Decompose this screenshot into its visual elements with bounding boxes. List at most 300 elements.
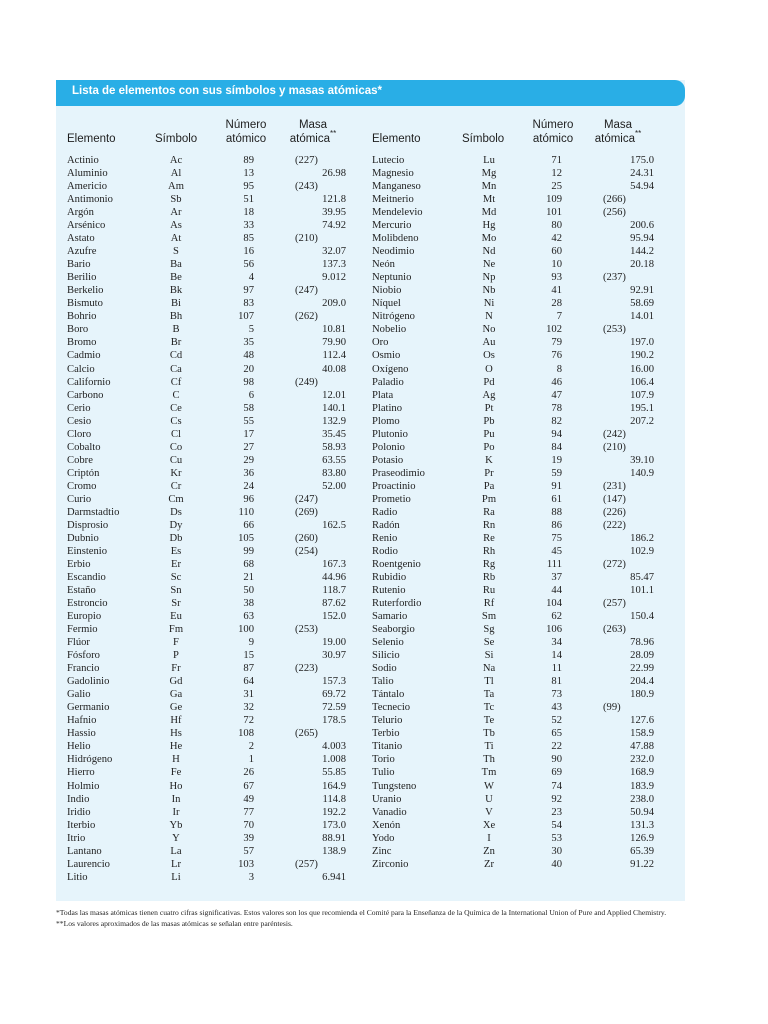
table-row bbox=[67, 232, 367, 245]
table-row bbox=[67, 167, 367, 180]
element-name: Hierro bbox=[67, 767, 95, 779]
atomic-number: 10 bbox=[551, 259, 562, 271]
table-row bbox=[372, 258, 672, 271]
atomic-mass: (247) bbox=[295, 493, 318, 505]
table-row bbox=[67, 415, 367, 428]
element-symbol: Rb bbox=[482, 572, 496, 583]
table-row bbox=[372, 154, 672, 167]
element-symbol: Tl bbox=[484, 676, 494, 688]
atomic-mass: 126.9 bbox=[630, 832, 654, 844]
element-symbol: As bbox=[170, 220, 182, 232]
element-name: Radón bbox=[372, 519, 400, 531]
element-name: Boro bbox=[67, 324, 89, 336]
atomic-mass: (269) bbox=[295, 506, 318, 518]
atomic-number: 103 bbox=[238, 858, 254, 870]
atomic-mass: 69.72 bbox=[322, 689, 346, 701]
element-symbol: Zr bbox=[484, 858, 494, 870]
element-name: Silicio bbox=[372, 650, 400, 662]
footnote-2: **Los valores aproximados de las masas atómicas se señalan entre paréntesis. bbox=[56, 918, 293, 928]
table-row bbox=[67, 740, 367, 753]
element-symbol: Ra bbox=[483, 506, 495, 518]
table-row bbox=[372, 688, 672, 701]
atomic-number: 101 bbox=[546, 207, 562, 219]
element-symbol: No bbox=[482, 324, 496, 336]
atomic-mass: 162.5 bbox=[322, 519, 346, 531]
table-row bbox=[67, 297, 367, 310]
table-row bbox=[67, 806, 367, 819]
atomic-mass: (253) bbox=[603, 324, 626, 336]
atomic-mass: 157.3 bbox=[322, 676, 346, 688]
atomic-mass: 183.9 bbox=[630, 780, 654, 792]
atomic-number: 63 bbox=[243, 611, 254, 623]
element-symbol: O bbox=[485, 363, 493, 375]
atomic-number: 64 bbox=[243, 676, 254, 688]
table-row bbox=[372, 167, 672, 180]
element-symbol: Db bbox=[169, 532, 183, 544]
element-name: Cadmio bbox=[67, 350, 101, 362]
atomic-mass: 137.3 bbox=[322, 259, 346, 271]
atomic-number: 107 bbox=[238, 311, 254, 323]
element-symbol: Ba bbox=[170, 259, 182, 271]
element-symbol: Sc bbox=[170, 572, 182, 583]
table-row bbox=[67, 336, 367, 349]
atomic-mass: 10.81 bbox=[322, 324, 346, 336]
atomic-number: 39 bbox=[243, 832, 254, 844]
atomic-number: 54 bbox=[551, 819, 562, 831]
element-symbol: Ir bbox=[172, 806, 180, 818]
element-name: Cloro bbox=[67, 428, 92, 440]
atomic-mass: 92.91 bbox=[630, 285, 654, 297]
atomic-number: 99 bbox=[243, 545, 254, 557]
atomic-mass: 9.012 bbox=[322, 272, 346, 284]
table-row bbox=[372, 545, 672, 558]
element-symbol: Br bbox=[170, 337, 182, 349]
header-masa-right bbox=[585, 118, 651, 146]
element-symbol: Dy bbox=[169, 519, 183, 531]
element-name: Indio bbox=[67, 793, 90, 805]
atomic-mass: (262) bbox=[295, 311, 318, 323]
element-name: Iterbio bbox=[67, 819, 96, 831]
element-symbol: Rn bbox=[482, 519, 496, 531]
atomic-mass: (147) bbox=[603, 493, 626, 505]
atomic-mass: (253) bbox=[295, 624, 318, 636]
element-name: Cromo bbox=[67, 480, 97, 492]
atomic-mass: 121.8 bbox=[322, 194, 346, 206]
footnote-1: *Todas las masas atómicas tienen cuatro cifras significativas. Estos valores son los que recomienda el Comité para la Enseñanza de la Química de la International Union of Pure and Applied Chemistry. bbox=[56, 908, 667, 917]
atomic-number: 95 bbox=[243, 181, 254, 193]
atomic-mass: 83.80 bbox=[322, 467, 346, 479]
element-symbol: Pb bbox=[483, 415, 495, 427]
element-symbol: Rg bbox=[482, 558, 496, 570]
element-symbol: Ge bbox=[169, 702, 183, 714]
table-row bbox=[372, 584, 672, 597]
atomic-mass: 95.94 bbox=[630, 233, 654, 245]
table-row bbox=[67, 389, 367, 402]
table-row bbox=[372, 206, 672, 219]
table-row bbox=[372, 858, 672, 871]
element-name: Ruterfordio bbox=[372, 598, 422, 610]
atomic-mass: 204.4 bbox=[630, 676, 654, 688]
element-name: Gadolinio bbox=[67, 676, 110, 688]
element-name: Helio bbox=[67, 741, 91, 753]
element-name: Flúor bbox=[67, 637, 90, 649]
element-symbol: Y bbox=[172, 832, 180, 844]
atomic-number: 106 bbox=[546, 624, 562, 636]
element-name: Paladio bbox=[372, 376, 404, 388]
atomic-number: 91 bbox=[551, 480, 562, 492]
atomic-number: 96 bbox=[243, 493, 254, 505]
atomic-number: 69 bbox=[551, 767, 562, 779]
element-name: Potasio bbox=[372, 454, 404, 466]
element-name: Magnesio bbox=[372, 168, 414, 180]
atomic-number: 11 bbox=[551, 663, 562, 675]
table-row bbox=[67, 597, 367, 610]
table-row bbox=[372, 571, 672, 584]
element-symbol: Fm bbox=[168, 624, 184, 636]
header-numero-line1: Número bbox=[532, 119, 574, 131]
header-masa-line2 bbox=[585, 129, 651, 146]
element-name: Renio bbox=[372, 532, 398, 544]
table-row bbox=[372, 323, 672, 336]
atomic-mass: (223) bbox=[295, 663, 318, 675]
table-row bbox=[67, 688, 367, 701]
element-name: Dubnio bbox=[67, 532, 99, 544]
table-row bbox=[67, 284, 367, 297]
atomic-mass: (99) bbox=[603, 702, 621, 714]
atomic-number: 68 bbox=[243, 558, 254, 570]
table-row bbox=[67, 793, 367, 806]
atomic-number: 15 bbox=[243, 650, 254, 662]
table-row bbox=[67, 376, 367, 389]
atomic-number: 104 bbox=[546, 598, 562, 610]
atomic-number: 44 bbox=[551, 585, 562, 597]
table-row bbox=[67, 154, 367, 167]
table-row bbox=[67, 649, 367, 662]
atomic-mass: 20.18 bbox=[630, 259, 654, 271]
element-symbol: Cd bbox=[169, 350, 183, 362]
element-symbol: Mg bbox=[481, 168, 497, 180]
element-name: Bohrio bbox=[67, 311, 97, 323]
table-row bbox=[67, 454, 367, 467]
atomic-mass: 65.39 bbox=[630, 845, 654, 857]
element-symbol: I bbox=[487, 832, 491, 844]
element-symbol: Mn bbox=[481, 181, 497, 193]
element-symbol: Ta bbox=[483, 689, 495, 701]
element-name: Lutecio bbox=[372, 155, 405, 166]
atomic-mass: 55.85 bbox=[322, 767, 346, 779]
element-symbol: Ce bbox=[170, 402, 182, 414]
element-name: Cobalto bbox=[67, 441, 101, 453]
atomic-number: 13 bbox=[243, 168, 254, 180]
table-row bbox=[372, 832, 672, 845]
element-name: Holmio bbox=[67, 780, 100, 792]
element-name: Aluminio bbox=[67, 168, 108, 180]
atomic-mass: 207.2 bbox=[630, 415, 654, 427]
atomic-mass: (260) bbox=[295, 532, 318, 544]
element-name: Torio bbox=[372, 754, 395, 766]
table-row bbox=[67, 871, 367, 884]
table-row bbox=[372, 506, 672, 519]
element-symbol: Ga bbox=[169, 689, 183, 701]
element-symbol: Fr bbox=[171, 663, 181, 675]
atomic-number: 1 bbox=[248, 754, 254, 766]
atomic-mass: (237) bbox=[603, 272, 626, 284]
element-name: Polonio bbox=[372, 441, 405, 453]
element-symbol: U bbox=[485, 793, 493, 805]
element-symbol: Hg bbox=[482, 220, 496, 232]
table-row bbox=[372, 519, 672, 532]
element-symbol: Bi bbox=[170, 298, 181, 310]
atomic-number: 12 bbox=[551, 168, 562, 180]
element-name: Hidrógeno bbox=[67, 754, 113, 766]
table-row bbox=[372, 780, 672, 793]
atomic-mass: 131.3 bbox=[630, 819, 654, 831]
atomic-mass: (210) bbox=[295, 233, 318, 245]
atomic-number: 82 bbox=[551, 415, 562, 427]
element-symbol: Mt bbox=[482, 194, 496, 206]
atomic-mass: (231) bbox=[603, 480, 626, 492]
atomic-mass: (265) bbox=[295, 728, 318, 740]
table-row bbox=[67, 662, 367, 675]
atomic-number: 19 bbox=[551, 454, 562, 466]
element-symbol: W bbox=[484, 780, 494, 792]
atomic-number: 89 bbox=[243, 155, 254, 166]
element-name: Molibdeno bbox=[372, 233, 419, 245]
element-symbol: Cs bbox=[170, 415, 182, 427]
table-row bbox=[67, 245, 367, 258]
element-symbol: Pr bbox=[484, 467, 494, 479]
element-symbol: Bh bbox=[169, 311, 183, 323]
header-masa-line1: Masa bbox=[603, 119, 633, 131]
element-symbol: Ne bbox=[482, 259, 496, 271]
element-name: Estaño bbox=[67, 585, 96, 597]
element-symbol: Pd bbox=[483, 376, 495, 388]
element-name: Sodio bbox=[372, 663, 397, 675]
atomic-mass: (263) bbox=[603, 624, 626, 636]
atomic-number: 4 bbox=[248, 272, 254, 284]
table-row bbox=[67, 675, 367, 688]
atomic-number: 86 bbox=[551, 519, 562, 531]
element-name: Estroncio bbox=[67, 598, 108, 610]
element-name: Berkelio bbox=[67, 285, 104, 297]
element-name: Europio bbox=[67, 611, 102, 623]
element-name: Seaborgio bbox=[372, 624, 415, 636]
element-symbol: Te bbox=[483, 715, 495, 727]
header-simbolo-right: Símbolo bbox=[462, 133, 505, 145]
element-symbol: Tb bbox=[483, 728, 495, 740]
atomic-mass: 28.09 bbox=[630, 650, 654, 662]
element-symbol: Bk bbox=[169, 285, 183, 297]
element-symbol: Se bbox=[483, 637, 495, 649]
atomic-mass: 39.10 bbox=[630, 454, 654, 466]
atomic-mass: (247) bbox=[295, 285, 318, 297]
table-row bbox=[67, 610, 367, 623]
element-name: Astato bbox=[67, 233, 95, 245]
element-name: Rutenio bbox=[372, 585, 406, 597]
atomic-number: 42 bbox=[551, 233, 562, 245]
atomic-number: 77 bbox=[243, 806, 254, 818]
element-symbol: At bbox=[170, 233, 182, 245]
page-title: Lista de elementos con sus símbolos y masas atómicas* bbox=[72, 85, 382, 97]
element-name: Talio bbox=[372, 676, 394, 688]
table-row bbox=[372, 623, 672, 636]
element-symbol: Sg bbox=[483, 624, 495, 636]
element-name: Itrio bbox=[67, 832, 86, 844]
atomic-mass: 52.00 bbox=[322, 480, 346, 492]
element-symbol: Hs bbox=[170, 728, 182, 740]
element-name: Hassio bbox=[67, 728, 96, 740]
element-name: Prometio bbox=[372, 493, 411, 505]
atomic-number: 84 bbox=[551, 441, 562, 453]
element-symbol: Np bbox=[482, 272, 496, 284]
element-symbol: Ni bbox=[483, 298, 495, 310]
element-name: Osmio bbox=[372, 350, 401, 362]
element-symbol: Nd bbox=[482, 246, 496, 258]
element-symbol: Fe bbox=[170, 767, 182, 779]
atomic-mass: 107.9 bbox=[630, 389, 654, 401]
element-symbol: K bbox=[485, 454, 493, 466]
atomic-mass: 209.0 bbox=[322, 298, 346, 310]
element-name: Azufre bbox=[67, 246, 97, 258]
table-row bbox=[67, 349, 367, 362]
element-name: Germanio bbox=[67, 702, 110, 714]
element-name: Titanio bbox=[372, 741, 403, 753]
table-row bbox=[67, 258, 367, 271]
element-name: Laurencio bbox=[67, 858, 110, 870]
table-row bbox=[67, 636, 367, 649]
element-symbol: H bbox=[172, 754, 180, 766]
atomic-number: 31 bbox=[243, 689, 254, 701]
atomic-number: 18 bbox=[243, 207, 254, 219]
atomic-number: 75 bbox=[551, 532, 562, 544]
table-row bbox=[372, 310, 672, 323]
table-row bbox=[372, 454, 672, 467]
atomic-number: 81 bbox=[551, 676, 562, 688]
header-masa-left bbox=[280, 118, 346, 146]
atomic-number: 76 bbox=[551, 350, 562, 362]
element-symbol: Cu bbox=[169, 454, 183, 466]
element-name: Meitnerio bbox=[372, 194, 414, 206]
table-row bbox=[67, 441, 367, 454]
atomic-mass: 175.0 bbox=[630, 155, 654, 166]
atomic-mass: 88.91 bbox=[322, 832, 346, 844]
table-row bbox=[372, 428, 672, 441]
element-symbol: Pa bbox=[483, 480, 495, 492]
table-row bbox=[372, 193, 672, 206]
table-row bbox=[372, 467, 672, 480]
element-name: Plomo bbox=[372, 415, 400, 427]
atomic-mass: 190.2 bbox=[630, 350, 654, 362]
element-list-left bbox=[67, 154, 367, 884]
element-symbol: Am bbox=[168, 181, 184, 193]
element-name: Erbio bbox=[67, 558, 91, 570]
element-name: Arsénico bbox=[67, 220, 106, 232]
atomic-number: 57 bbox=[243, 845, 254, 857]
element-symbol: Li bbox=[171, 871, 181, 883]
element-symbol: Sr bbox=[171, 598, 181, 610]
atomic-number: 58 bbox=[243, 402, 254, 414]
element-symbol: Al bbox=[170, 168, 182, 180]
atomic-mass: 106.4 bbox=[630, 376, 654, 388]
table-row bbox=[372, 806, 672, 819]
atomic-mass: (227) bbox=[295, 155, 318, 166]
table-row bbox=[372, 389, 672, 402]
element-list-right bbox=[372, 154, 672, 871]
atomic-mass: (243) bbox=[295, 181, 318, 193]
atomic-mass: 140.1 bbox=[322, 402, 346, 414]
atomic-number: 35 bbox=[243, 337, 254, 349]
atomic-number: 5 bbox=[248, 324, 254, 336]
atomic-mass: 112.4 bbox=[322, 350, 346, 362]
header-masa-line1: Masa bbox=[298, 119, 328, 131]
atomic-number: 47 bbox=[551, 389, 562, 401]
element-name: Yodo bbox=[372, 832, 395, 844]
atomic-number: 73 bbox=[551, 689, 562, 701]
atomic-mass: 132.9 bbox=[322, 415, 346, 427]
atomic-mass: (256) bbox=[603, 207, 626, 219]
element-name: Vanadio bbox=[372, 806, 407, 818]
element-name: Rubidio bbox=[372, 572, 407, 583]
atomic-mass: 168.9 bbox=[630, 767, 654, 779]
atomic-mass: (254) bbox=[295, 545, 318, 557]
atomic-number: 93 bbox=[551, 272, 562, 284]
element-name: Oxígeno bbox=[372, 363, 409, 375]
element-name: Tecnecio bbox=[372, 702, 411, 714]
atomic-number: 65 bbox=[551, 728, 562, 740]
atomic-number: 60 bbox=[551, 246, 562, 258]
element-name: Zinc bbox=[372, 845, 392, 857]
element-symbol: Ru bbox=[482, 585, 496, 597]
atomic-number: 102 bbox=[546, 324, 562, 336]
atomic-mass: 178.5 bbox=[322, 715, 346, 727]
atomic-mass: 164.9 bbox=[322, 780, 346, 792]
element-name: Fermio bbox=[67, 624, 98, 636]
element-symbol: Cm bbox=[168, 493, 184, 505]
atomic-number: 25 bbox=[551, 181, 562, 193]
element-symbol: Xe bbox=[482, 819, 496, 831]
element-name: Cobre bbox=[67, 454, 93, 466]
element-name: Telurio bbox=[372, 715, 403, 727]
element-symbol: Hf bbox=[170, 715, 182, 727]
atomic-number: 2 bbox=[248, 741, 254, 753]
atomic-number: 22 bbox=[551, 741, 562, 753]
atomic-number: 111 bbox=[546, 558, 562, 570]
atomic-mass: 4.003 bbox=[322, 741, 346, 753]
element-name: Galio bbox=[67, 689, 91, 701]
element-symbol: Tc bbox=[483, 702, 495, 714]
table-row bbox=[67, 271, 367, 284]
element-symbol: Ar bbox=[170, 207, 182, 219]
element-symbol: Cl bbox=[170, 428, 181, 440]
atomic-mass: 167.3 bbox=[322, 558, 346, 570]
atomic-number: 32 bbox=[243, 702, 254, 714]
atomic-number: 41 bbox=[551, 285, 562, 297]
atomic-number: 90 bbox=[551, 754, 562, 766]
table-row bbox=[372, 232, 672, 245]
atomic-number: 71 bbox=[551, 155, 562, 166]
atomic-mass: 72.59 bbox=[322, 702, 346, 714]
atomic-number: 62 bbox=[551, 611, 562, 623]
atomic-number: 53 bbox=[551, 832, 562, 844]
element-name: Uranio bbox=[372, 793, 402, 805]
atomic-number: 98 bbox=[243, 376, 254, 388]
atomic-mass: 35.45 bbox=[322, 428, 346, 440]
atomic-mass: 22.99 bbox=[630, 663, 654, 675]
atomic-number: 9 bbox=[248, 637, 254, 649]
element-symbol: Sn bbox=[170, 585, 182, 597]
atomic-number: 49 bbox=[243, 793, 254, 805]
table-row bbox=[67, 714, 367, 727]
